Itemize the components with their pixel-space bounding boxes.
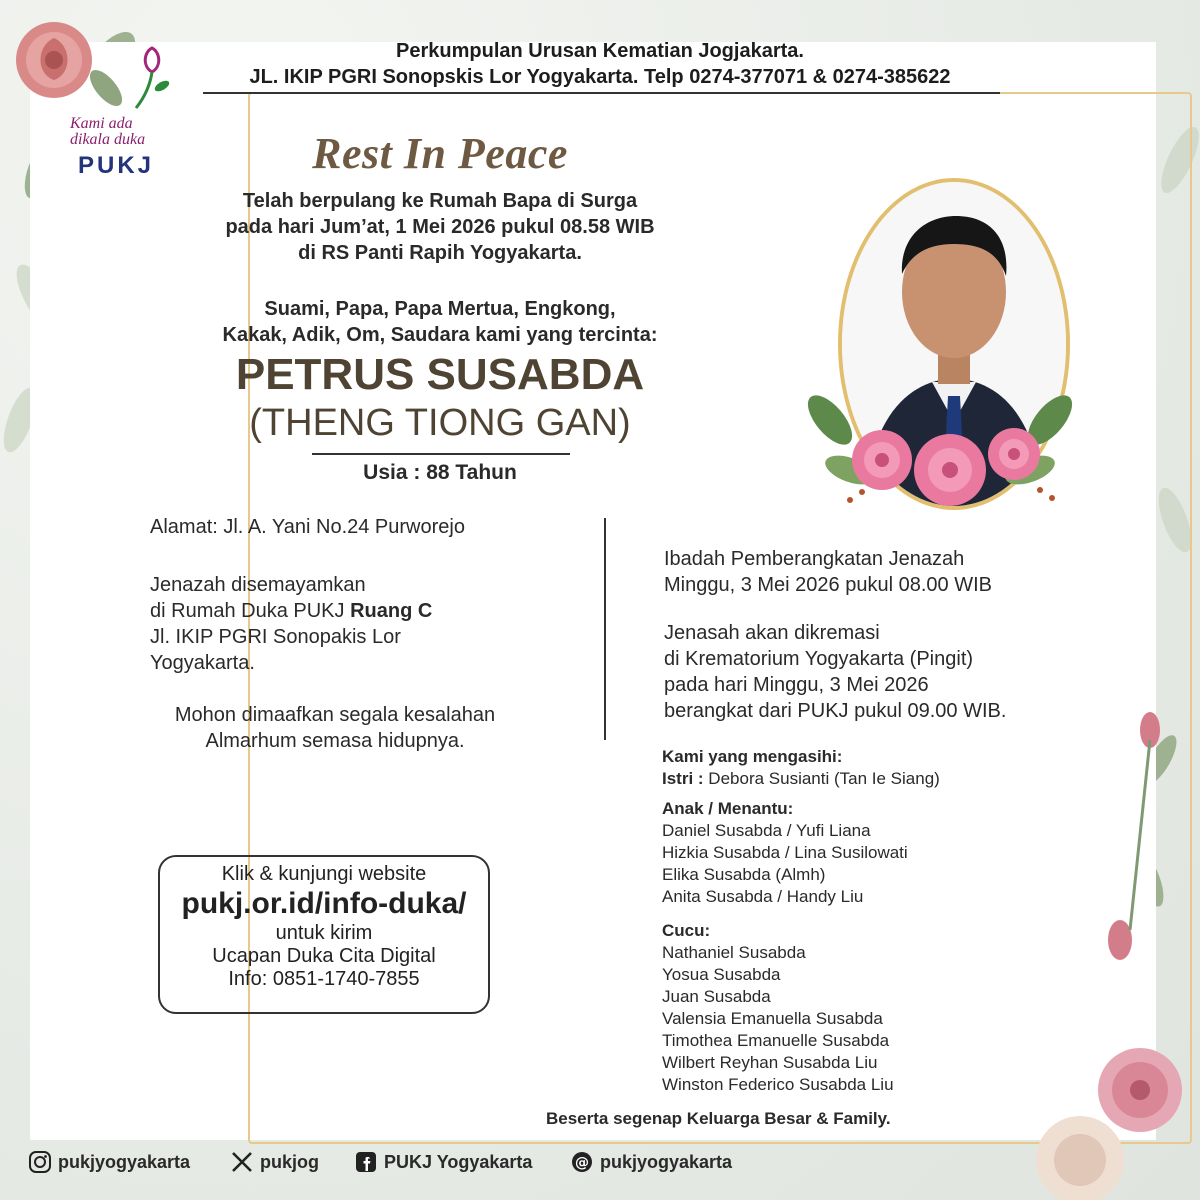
cremation-line: Jenasah akan dikremasi	[664, 622, 880, 644]
svg-text:@: @	[575, 1155, 589, 1171]
rose-logo-icon	[130, 42, 180, 112]
announcement-line: Telah berpulang ke Rumah Bapa di Surga	[242, 190, 638, 212]
address-text: Alamat: Jl. A. Yani No.24 Purworejo	[150, 516, 465, 538]
website-link[interactable]: pukj.or.id/info-duka/	[181, 887, 467, 920]
deceased-chinese-name: (THENG TIONG GAN)	[249, 402, 631, 444]
page-title: Rest In Peace	[312, 129, 568, 178]
header-address: JL. IKIP PGRI Sonopskis Lor Yogyakarta. Telp 0274-377071 & 0274-385622	[249, 66, 951, 88]
threads-icon	[570, 1150, 594, 1174]
threads-link[interactable]	[570, 1150, 732, 1174]
logo-tagline-2: dikala duka	[70, 131, 146, 148]
x-icon	[230, 1150, 254, 1174]
family-heading: Kami yang mengasihi:	[662, 747, 843, 766]
family-closing: Beserta segenap Keluarga Besar & Family.	[546, 1109, 891, 1128]
relation-line: Suami, Papa, Papa Mertua, Engkong,	[264, 298, 616, 320]
grandchild-item: Valensia Emanuella Susabda	[662, 1009, 883, 1028]
instagram-handle: pukjyogyakarta	[58, 1151, 191, 1172]
grandchild-item: Yosua Susabda	[662, 965, 781, 984]
cremation-line: di Krematorium Yogyakarta (Pingit)	[664, 648, 974, 670]
viewing-line: Yogyakarta.	[150, 652, 255, 674]
deceased-name: PETRUS SUSABDA	[235, 350, 645, 399]
website-line: Ucapan Duka Cita Digital	[212, 945, 436, 967]
logo-name: PUKJ	[78, 152, 155, 179]
header-divider	[203, 92, 1000, 94]
website-info-phone: Info: 0851-1740-7855	[228, 968, 420, 990]
logo-tagline-1: Kami ada	[70, 115, 133, 132]
x-link[interactable]	[230, 1150, 319, 1174]
website-line: untuk kirim	[275, 922, 373, 944]
deceased-age: Usia : 88 Tahun	[363, 461, 517, 484]
portrait-flowers	[800, 370, 1080, 530]
wife-label: Istri :	[662, 769, 704, 788]
service-line: Minggu, 3 Mei 2026 pukul 08.00 WIB	[664, 574, 992, 596]
child-item: Hizkia Susabda / Lina Susilowati	[662, 843, 908, 862]
threads-handle: pukjyogyakarta	[600, 1151, 733, 1172]
name-divider	[312, 453, 570, 455]
service-line: Ibadah Pemberangkatan Jenazah	[664, 548, 965, 570]
announcement-line: di RS Panti Rapih Yogyakarta.	[298, 242, 582, 264]
cremation-line: pada hari Minggu, 3 Mei 2026	[664, 674, 929, 696]
x-handle: pukjog	[260, 1151, 319, 1172]
grandchild-item: Wilbert Reyhan Susabda Liu	[662, 1053, 878, 1072]
column-divider	[604, 518, 606, 740]
viewing-room: Ruang C	[350, 600, 433, 622]
website-box	[158, 855, 490, 1014]
announcement-line: pada hari Jum’at, 1 Mei 2026 pukul 08.58 WIB	[225, 216, 655, 238]
facebook-link[interactable]	[354, 1150, 532, 1174]
viewing-line: Jl. IKIP PGRI Sonopakis Lor	[150, 626, 401, 648]
viewing-location	[150, 598, 432, 624]
pukj-logo	[68, 42, 188, 182]
family-wife	[662, 768, 940, 790]
child-item: Elika Susabda (Almh)	[662, 865, 826, 884]
apology-line: Almarhum semasa hidupnya.	[205, 730, 465, 752]
header-org: Perkumpulan Urusan Kematian Jogjakarta.	[396, 40, 804, 62]
children-heading: Anak / Menantu:	[662, 799, 794, 818]
grandchild-item: Nathaniel Susabda	[662, 943, 806, 962]
grandchildren-heading: Cucu:	[662, 921, 711, 940]
grandchild-item: Winston Federico Susabda Liu	[662, 1075, 894, 1094]
relation-line: Kakak, Adik, Om, Saudara kami yang tercinta:	[222, 324, 658, 346]
facebook-icon	[354, 1150, 378, 1174]
child-item: Daniel Susabda / Yufi Liana	[662, 821, 871, 840]
apology-line: Mohon dimaafkan segala kesalahan	[174, 704, 496, 726]
corner-roses-bottom-right	[1000, 700, 1200, 1200]
instagram-link[interactable]	[28, 1150, 190, 1174]
grandchild-item: Juan Susabda	[662, 987, 771, 1006]
instagram-icon	[28, 1150, 52, 1174]
child-item: Anita Susabda / Handy Liu	[662, 887, 864, 906]
viewing-location-text: di Rumah Duka PUKJ	[150, 600, 351, 622]
facebook-page: PUKJ Yogyakarta	[384, 1151, 533, 1172]
grandchild-item: Timothea Emanuelle Susabda	[662, 1031, 890, 1050]
wife-name: Debora Susianti (Tan Ie Siang)	[708, 769, 940, 788]
viewing-line: Jenazah disemayamkan	[150, 574, 366, 596]
website-line: Klik & kunjungi website	[221, 863, 427, 885]
cremation-line: berangkat dari PUKJ pukul 09.00 WIB.	[664, 700, 1007, 722]
